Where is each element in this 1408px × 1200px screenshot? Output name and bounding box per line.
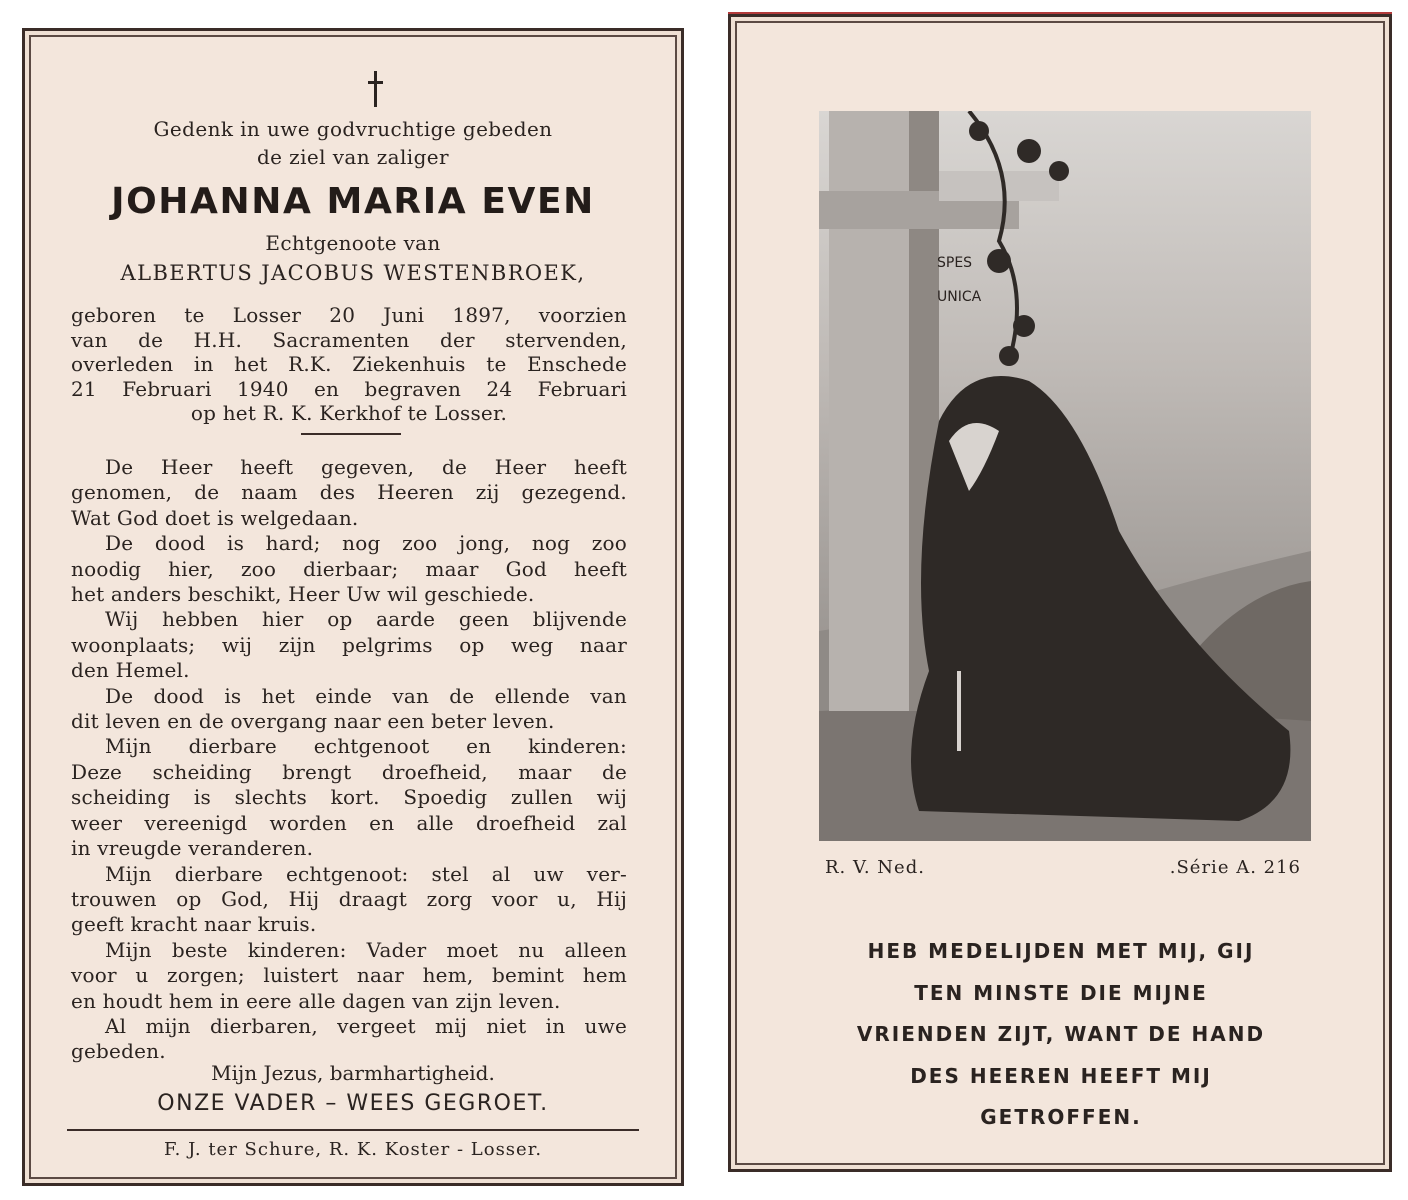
memorial-text-line: in vreugde veranderen.	[71, 836, 314, 861]
cross-icon	[366, 71, 386, 107]
memorial-text-line: De Heer heeft gegeven, de Heer heeft	[105, 455, 627, 479]
memorial-text-line: Mijn dierbare echtgenoot: stel al uw ver-	[105, 861, 627, 886]
memorial-text-line: het anders beschikt, Heer Uw wil geschiede.	[71, 582, 535, 607]
footer-divider	[67, 1129, 639, 1131]
biography	[71, 303, 627, 426]
memorial-card-image-side	[728, 14, 1392, 1172]
cross-inscription-2: UNICA	[937, 289, 982, 305]
printer-credit: F. J. ter Schure, R. K. Koster - Losser.	[163, 1139, 543, 1160]
memorial-text-line: den Hemel.	[71, 658, 190, 683]
divider	[301, 433, 401, 435]
memorial-text-line: trouwen op God, Hij draagt zorg voor u, Hij	[71, 886, 627, 911]
memorial-text-line: Mijn beste kinderen: Vader moet nu alleen	[105, 937, 627, 962]
bio-line: 21 Februari 1940 en begraven 24 Februari	[71, 376, 627, 401]
verse-line: TEN MINSTE DIE MIJNE	[914, 980, 1208, 1005]
memorial-text-line: geeft kracht naar kruis.	[71, 912, 317, 937]
memorial-text-line: De dood is hard; nog zoo jong, nog zoo	[105, 531, 627, 556]
scripture-verse	[771, 931, 1351, 1139]
bio-line: overleden in het R.K. Ziekenhuis te Enschede	[71, 352, 627, 377]
spouse-label: Echtgenoote van	[265, 231, 441, 255]
memorial-text	[71, 455, 627, 1065]
memorial-card-text-side	[22, 28, 684, 1186]
memorial-text-line: Wat God doet is welgedaan.	[71, 505, 359, 530]
intro-line-2: de ziel van zaliger	[256, 145, 450, 169]
verse-line: VRIENDEN ZIJT, WANT DE HAND	[856, 1022, 1266, 1046]
onze-vader-line: ONZE VADER – WEES GEGROET.	[157, 1091, 549, 1116]
bio-line: geboren te Losser 20 Juni 1897, voorzien	[71, 303, 627, 327]
memorial-text-line: scheiding is slechts kort. Spoedig zullen wij	[71, 785, 627, 810]
cross-inscription-1: SPES	[937, 255, 973, 271]
verse-line: GETROFFEN.	[980, 1105, 1142, 1129]
intro-line-1: Gedenk in uwe godvruchtige gebeden	[153, 117, 553, 141]
memorial-text-line: Deze scheiding brengt droefheid, maar de	[71, 759, 627, 784]
memorial-text-line: woonplaats; wij zijn pelgrims op weg naar	[71, 632, 627, 657]
publisher-label: R. V. Ned.	[825, 857, 925, 878]
memorial-text-line: en houdt hem in eere alle dagen van zijn leven.	[71, 988, 561, 1013]
memorial-text-line: De dood is het einde van de ellende van	[105, 683, 627, 708]
bio-line: van de H.H. Sacramenten der stervenden,	[71, 327, 627, 352]
memorial-text-line: genomen, de naam des Heeren zij gezegend.	[71, 480, 627, 505]
verse-line: DES HEEREN HEEFT MIJ	[910, 1063, 1212, 1088]
verse-line: HEB MEDELIJDEN MET MIJ, GIJ	[867, 939, 1255, 963]
memorial-text-line: voor u zorgen; luistert naar hem, bemint hem	[71, 963, 627, 988]
bio-line: op het R. K. Kerkhof te Losser.	[190, 401, 508, 426]
mourning-woman-at-cross-image	[819, 111, 1311, 841]
memorial-text-line: weer vereenigd worden en alle droefheid zal	[71, 810, 627, 835]
memorial-text-line: dit leven en de overgang naar een beter leven.	[71, 709, 555, 734]
series-label: .Série A. 216	[1169, 857, 1301, 878]
memorial-text-line: Mijn dierbare echtgenoot en kinderen:	[105, 734, 627, 759]
memorial-text-line: noodig hier, zoo dierbaar; maar God heeft	[71, 556, 627, 581]
spouse-name: ALBERTUS JACOBUS WESTENBROEK,	[120, 261, 586, 285]
deceased-name: JOHANNA MARIA EVEN	[111, 181, 595, 222]
memorial-text-line: Al mijn dierbaren, vergeet mij niet in uwe	[105, 1013, 627, 1038]
memorial-text-line: Wij hebben hier op aarde geen blijvende	[105, 607, 627, 632]
prayer-line: Mijn Jezus, barmhartigheid.	[211, 1061, 495, 1085]
memorial-text-line: gebeden.	[71, 1039, 166, 1064]
